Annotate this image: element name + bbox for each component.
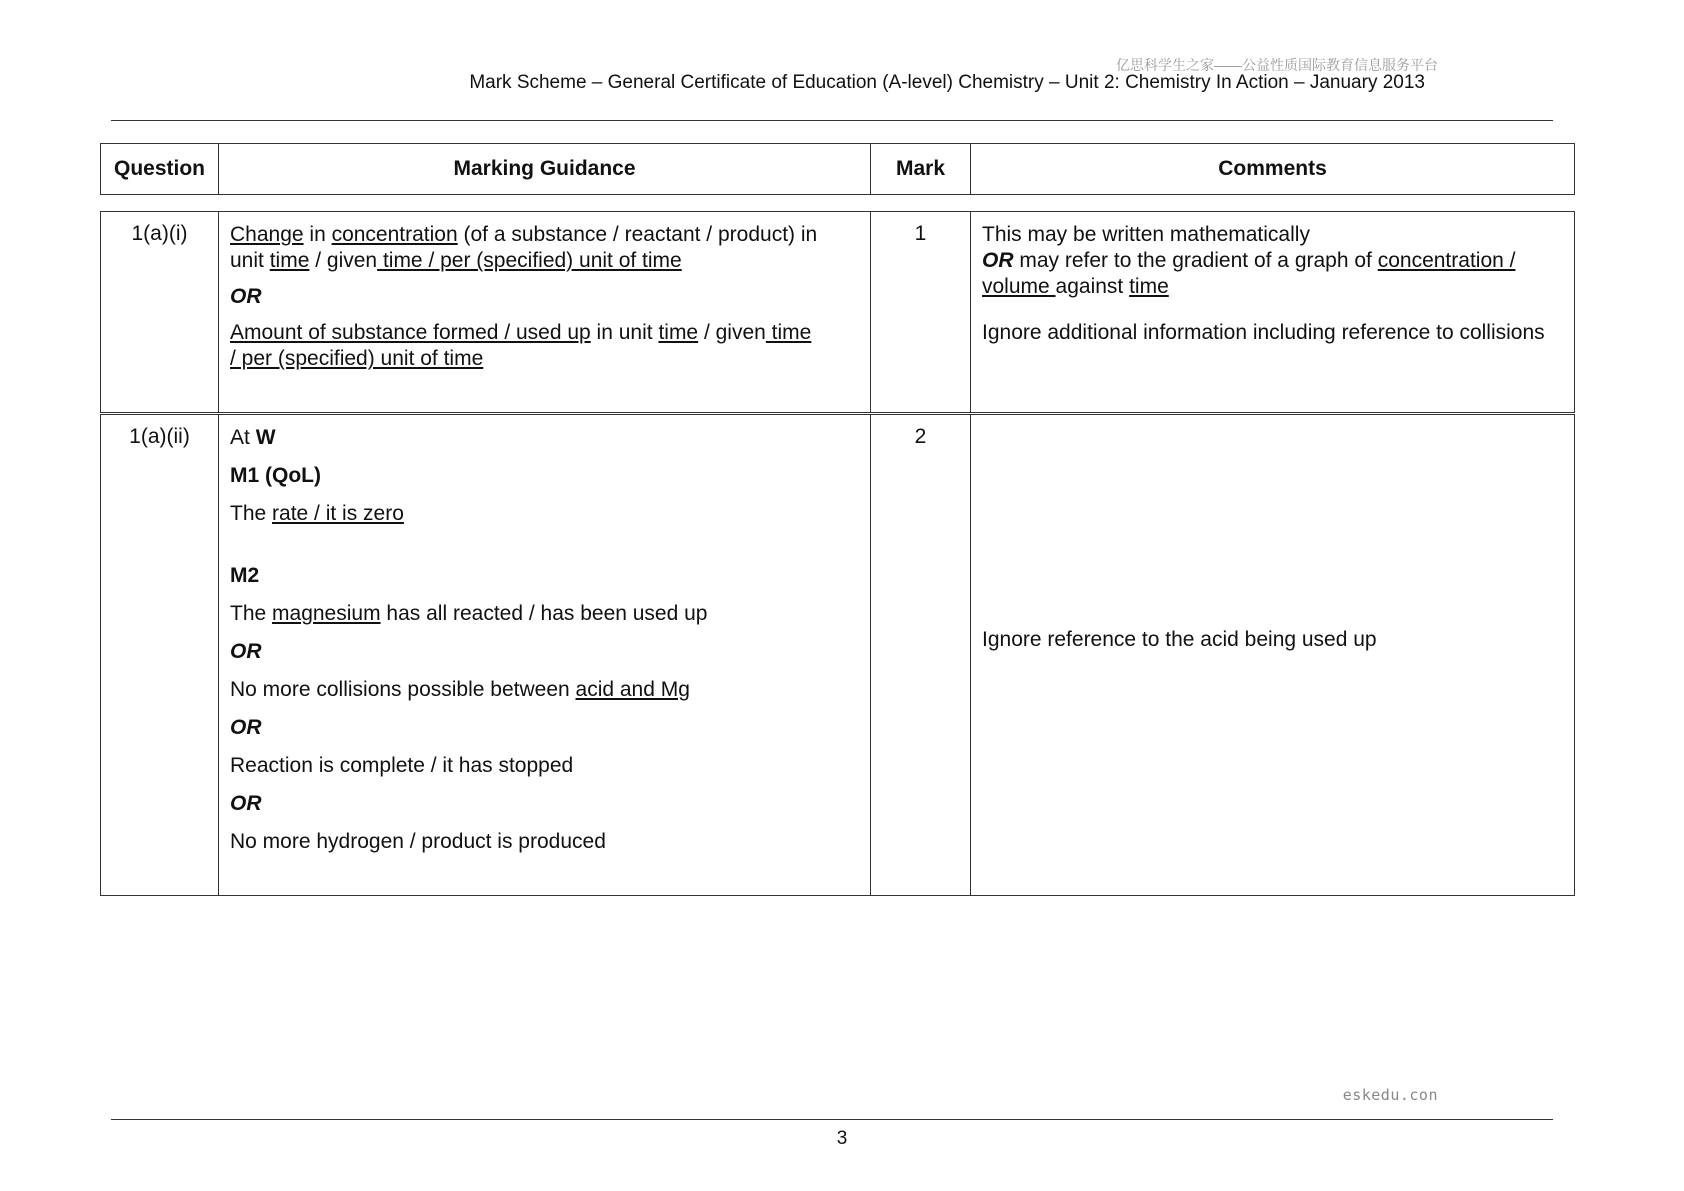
guidance-line bbox=[230, 501, 860, 527]
comment-text: concentration / bbox=[1377, 249, 1516, 272]
comment-text: may refer to the gradient of a graph of bbox=[1013, 249, 1378, 272]
column-header-question: Question bbox=[101, 144, 219, 195]
comments bbox=[971, 212, 1575, 413]
guidance-text: W bbox=[255, 426, 276, 449]
or-separator: OR bbox=[230, 285, 262, 308]
column-header-guidance: Marking Guidance bbox=[219, 144, 871, 195]
table-row bbox=[101, 415, 1575, 896]
or-separator: OR bbox=[230, 640, 262, 663]
page-header-title: Mark Scheme – General Certificate of Education (A-level) Chemistry – Unit 2: Chemistry In Action – January 2013 bbox=[469, 72, 1425, 93]
footer-divider bbox=[111, 1119, 1553, 1120]
marking-guidance bbox=[219, 415, 871, 896]
guidance-line: No more hydrogen / product is produced bbox=[230, 830, 606, 853]
comment-text: time bbox=[1129, 275, 1169, 298]
guidance-text: (of a substance / reactant / product) in bbox=[457, 223, 818, 246]
guidance-line bbox=[230, 425, 860, 451]
guidance-line bbox=[230, 248, 860, 274]
guidance-text: Change bbox=[230, 223, 304, 246]
guidance-text: rate / it is zero bbox=[272, 502, 404, 525]
page-number: 3 bbox=[836, 1128, 848, 1149]
column-header-mark: Mark bbox=[871, 144, 971, 195]
table-row bbox=[101, 212, 1575, 413]
column-header-comments: Comments bbox=[971, 144, 1575, 195]
guidance-text: time / per (specified) unit of time bbox=[377, 249, 682, 272]
mark-value: 1 bbox=[871, 212, 971, 413]
guidance-text: unit bbox=[230, 249, 270, 272]
watermark-bottom: eskedu.con bbox=[1342, 1086, 1438, 1104]
mark-row-1 bbox=[100, 211, 1575, 413]
guidance-text: No more collisions possible between bbox=[230, 678, 576, 701]
guidance-text: magnesium bbox=[272, 602, 381, 625]
guidance-text: time bbox=[765, 321, 812, 344]
comment-line: Ignore additional information including reference to collisions bbox=[982, 321, 1545, 344]
guidance-text: Amount of substance formed / used up bbox=[230, 321, 591, 344]
guidance-text: in unit bbox=[590, 321, 659, 344]
comment-text: OR bbox=[982, 249, 1014, 272]
comment-line bbox=[982, 248, 1564, 274]
guidance-line bbox=[230, 677, 860, 703]
guidance-line bbox=[230, 601, 860, 627]
guidance-line: / per (specified) unit of time bbox=[230, 347, 484, 370]
guidance-text: time bbox=[269, 249, 310, 272]
guidance-text: time bbox=[658, 321, 699, 344]
guidance-text: concentration bbox=[331, 223, 458, 246]
mark-value: 2 bbox=[871, 415, 971, 896]
table-header-row bbox=[101, 144, 1575, 195]
marking-point-label: M2 bbox=[230, 564, 260, 587]
or-separator: OR bbox=[230, 792, 262, 815]
comments bbox=[971, 415, 1575, 896]
marking-guidance bbox=[219, 212, 871, 413]
watermark-top: 亿思科学生之家——公益性质国际教育信息服务平台 bbox=[1116, 57, 1438, 73]
guidance-text: in bbox=[303, 223, 332, 246]
table-header bbox=[100, 143, 1575, 195]
comment-line bbox=[982, 274, 1564, 300]
question-number: 1(a)(i) bbox=[101, 212, 219, 413]
guidance-text: acid and Mg bbox=[575, 678, 690, 701]
guidance-text: has all reacted / has been used up bbox=[380, 602, 708, 625]
guidance-line: Reaction is complete / it has stopped bbox=[230, 754, 574, 777]
comment-text: against bbox=[1055, 275, 1130, 298]
guidance-text: The bbox=[230, 502, 273, 525]
guidance-line bbox=[230, 222, 860, 248]
question-number: 1(a)(ii) bbox=[101, 415, 219, 896]
guidance-text: / given bbox=[309, 249, 378, 272]
comment-text: volume bbox=[982, 275, 1056, 298]
marking-point-label: M1 (QoL) bbox=[230, 464, 321, 487]
guidance-line bbox=[230, 320, 860, 346]
or-separator: OR bbox=[230, 716, 262, 739]
comment-line: Ignore reference to the acid being used up bbox=[982, 628, 1377, 651]
guidance-text: At bbox=[230, 426, 256, 449]
mark-row-2 bbox=[100, 414, 1575, 896]
header-divider bbox=[111, 120, 1553, 121]
guidance-text: The bbox=[230, 602, 273, 625]
guidance-text: / given bbox=[698, 321, 766, 344]
comment-line: This may be written mathematically bbox=[982, 223, 1310, 246]
